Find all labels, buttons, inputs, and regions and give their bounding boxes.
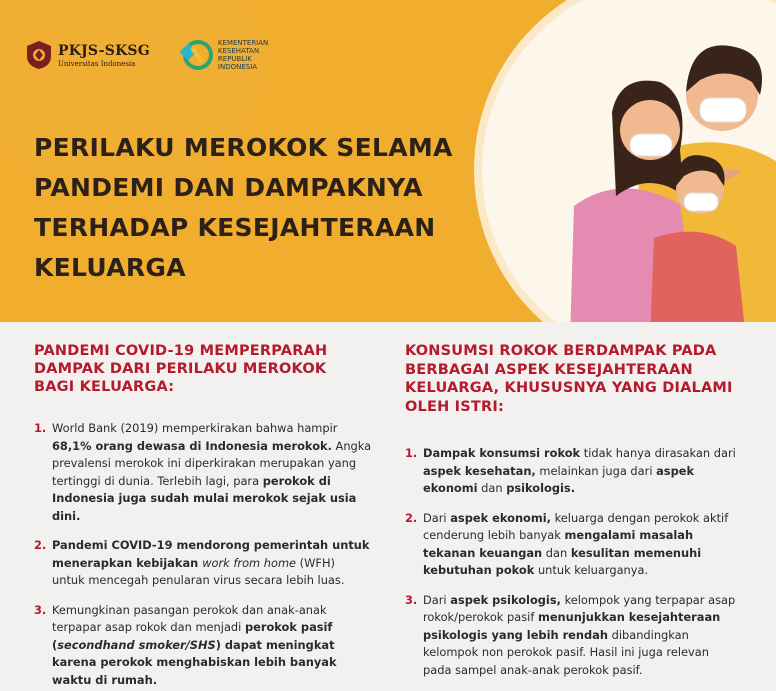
text-run: work from home <box>202 555 297 570</box>
text-run: menunjukkan kesejahteraan <box>537 610 721 624</box>
ui-shield-icon <box>26 40 52 70</box>
pkjs-name: PKJS-SKSG <box>58 42 150 59</box>
text-line <box>52 555 374 573</box>
text-run: untuk mencegah penularan virus secara lebih luas. <box>52 573 345 587</box>
text-run: dini. <box>52 508 81 523</box>
text-run: Dari <box>423 510 451 525</box>
title-line: TERHADAP KESEJAHTERAAN <box>34 213 436 242</box>
list-item <box>34 602 374 690</box>
kemenkes-line: KEMENTERIAN <box>217 39 269 47</box>
right-column <box>405 342 757 679</box>
item-text <box>423 510 757 580</box>
text-line <box>52 438 374 456</box>
text-run: secondhand smoker/SHS <box>57 637 216 652</box>
text-run: keluarga dengan perokok aktif <box>550 510 729 525</box>
text-run: perokok pasif <box>244 620 333 634</box>
text-run: cenderung lebih banyak <box>423 528 565 542</box>
title-line: KELUARGA <box>34 253 186 282</box>
kemenkes-line: KESEHATAN <box>217 47 260 55</box>
text-line <box>423 527 757 545</box>
text-line <box>52 537 374 555</box>
text-line <box>52 420 374 438</box>
kemenkes-logo <box>178 38 268 72</box>
item-number: 1. <box>34 421 47 435</box>
right-list <box>405 445 757 679</box>
text-run: ) dapat meningkat <box>215 637 335 652</box>
logo-bar <box>26 38 268 72</box>
text-line <box>423 644 757 662</box>
text-line <box>423 510 757 528</box>
text-run: ( <box>52 637 58 652</box>
text-line <box>52 654 374 672</box>
text-line <box>52 619 374 637</box>
item-text <box>52 420 374 525</box>
text-run: tidak hanya dirasakan dari <box>580 446 736 460</box>
text-run: aspek psikologis, <box>450 592 561 607</box>
text-run: untuk keluarganya. <box>534 563 649 577</box>
text-line <box>423 480 757 498</box>
heading-line: KONSUMSI ROKOK BERDAMPAK PADA <box>405 343 717 359</box>
text-run: dan <box>477 481 507 495</box>
kemenkes-line: REPUBLIK <box>217 55 252 63</box>
item-number: 1. <box>405 446 418 460</box>
heading-line: PANDEMI COVID-19 MEMPERPARAH <box>34 343 328 359</box>
text-run: tertinggi di dunia. Terlebih lagi, para <box>52 473 263 488</box>
heading-line: BAGI KELUARGA: <box>34 379 175 395</box>
item-number: 2. <box>405 510 418 525</box>
text-run: Angka <box>331 438 372 453</box>
text-run: mengalami masalah <box>564 528 694 542</box>
text-run: kelompok yang terpapar asap <box>560 592 736 607</box>
item-text <box>52 537 374 590</box>
list-item <box>34 537 374 590</box>
hero-banner <box>0 0 776 322</box>
text-run: melainkan juga dari <box>535 463 657 478</box>
text-run: Indonesia juga sudah mulai merokok sejak usia <box>52 491 357 505</box>
left-column <box>34 342 374 689</box>
kemenkes-line: INDONESIA <box>217 63 258 71</box>
list-item <box>405 510 757 580</box>
text-run: aspek ekonomi, <box>450 510 551 525</box>
text-run: perokok di <box>262 473 331 488</box>
text-run: tekanan keuangan <box>423 545 543 560</box>
text-run: terpapar asap rokok dan menjadi <box>52 620 245 634</box>
text-run: kebutuhan pokok <box>423 563 535 577</box>
text-line <box>423 662 757 680</box>
text-line <box>52 672 374 690</box>
text-line <box>52 490 374 508</box>
left-heading <box>34 342 374 396</box>
item-text <box>423 592 757 680</box>
text-line <box>423 609 757 627</box>
item-text <box>423 445 757 498</box>
pkjs-logo <box>26 40 150 70</box>
left-list <box>34 420 374 689</box>
right-heading <box>405 342 757 416</box>
item-number: 3. <box>405 592 418 607</box>
text-line <box>423 463 757 481</box>
text-run: kesulitan memenuhi <box>570 545 702 560</box>
page-title <box>34 128 504 288</box>
text-line <box>52 473 374 491</box>
text-run: Dari <box>423 592 451 607</box>
heading-line: DAMPAK DARI PERILAKU MEROKOK <box>34 361 327 377</box>
text-line <box>52 508 374 526</box>
text-line <box>423 627 757 645</box>
text-line <box>52 637 374 655</box>
text-run: psikologis. <box>506 481 576 495</box>
list-item <box>405 445 757 498</box>
item-number: 2. <box>34 538 47 552</box>
heading-line: KELUARGA, KHUSUSNYA YANG DIALAMI <box>405 380 733 396</box>
text-line <box>423 562 757 580</box>
text-line <box>423 592 757 610</box>
text-run: Dampak konsumsi rokok <box>423 446 581 460</box>
text-run: Pandemi COVID-19 mendorong pemerintah untuk <box>52 538 370 552</box>
text-run: (WFH) <box>296 555 335 570</box>
list-item <box>405 592 757 680</box>
text-line <box>52 572 374 590</box>
text-run: karena perokok menghabiskan lebih banyak <box>52 655 337 669</box>
text-run: aspek kesehatan, <box>423 463 536 478</box>
text-line <box>423 545 757 563</box>
text-run: Kemungkinan pasangan perokok dan anak-anak <box>52 602 327 617</box>
text-run: pada sampel anak-anak perokok pasif. <box>423 662 643 677</box>
heading-line: OLEH ISTRI: <box>405 398 504 415</box>
kemenkes-emblem-icon <box>178 38 214 72</box>
item-number: 3. <box>34 602 47 617</box>
text-run: World Bank (2019) memperkirakan bahwa hampir <box>52 421 338 435</box>
text-run: waktu di rumah. <box>52 672 158 687</box>
text-run: menerapkan kebijakan <box>52 555 203 570</box>
text-run: ekonomi <box>423 481 478 495</box>
heading-line: BERBAGAI ASPEK KESEJAHTERAAN <box>405 361 693 378</box>
text-run: aspek <box>656 463 695 478</box>
list-item <box>34 420 374 525</box>
title-line: PERILAKU MEROKOK SELAMA <box>34 133 453 162</box>
text-run: rokok/perokok pasif <box>423 610 538 624</box>
title-line: PANDEMI DAN DAMPAKNYA <box>34 173 423 202</box>
content-area <box>0 322 776 691</box>
pkjs-subtitle: Universitas Indonesia <box>58 59 136 68</box>
text-run: dan <box>542 545 571 560</box>
text-run: prevalensi merokok ini diperkirakan merupakan yang <box>52 456 357 470</box>
text-run: 68,1% orang dewasa di Indonesia merokok. <box>52 438 332 453</box>
text-line <box>423 445 757 463</box>
text-line <box>52 455 374 473</box>
text-run: dibandingkan <box>607 627 689 642</box>
item-text <box>52 602 374 690</box>
text-run: kelompok non perokok pasif. Hasil ini juga relevan <box>423 645 709 659</box>
text-line <box>52 602 374 620</box>
text-run: psikologis yang lebih rendah <box>423 627 608 642</box>
